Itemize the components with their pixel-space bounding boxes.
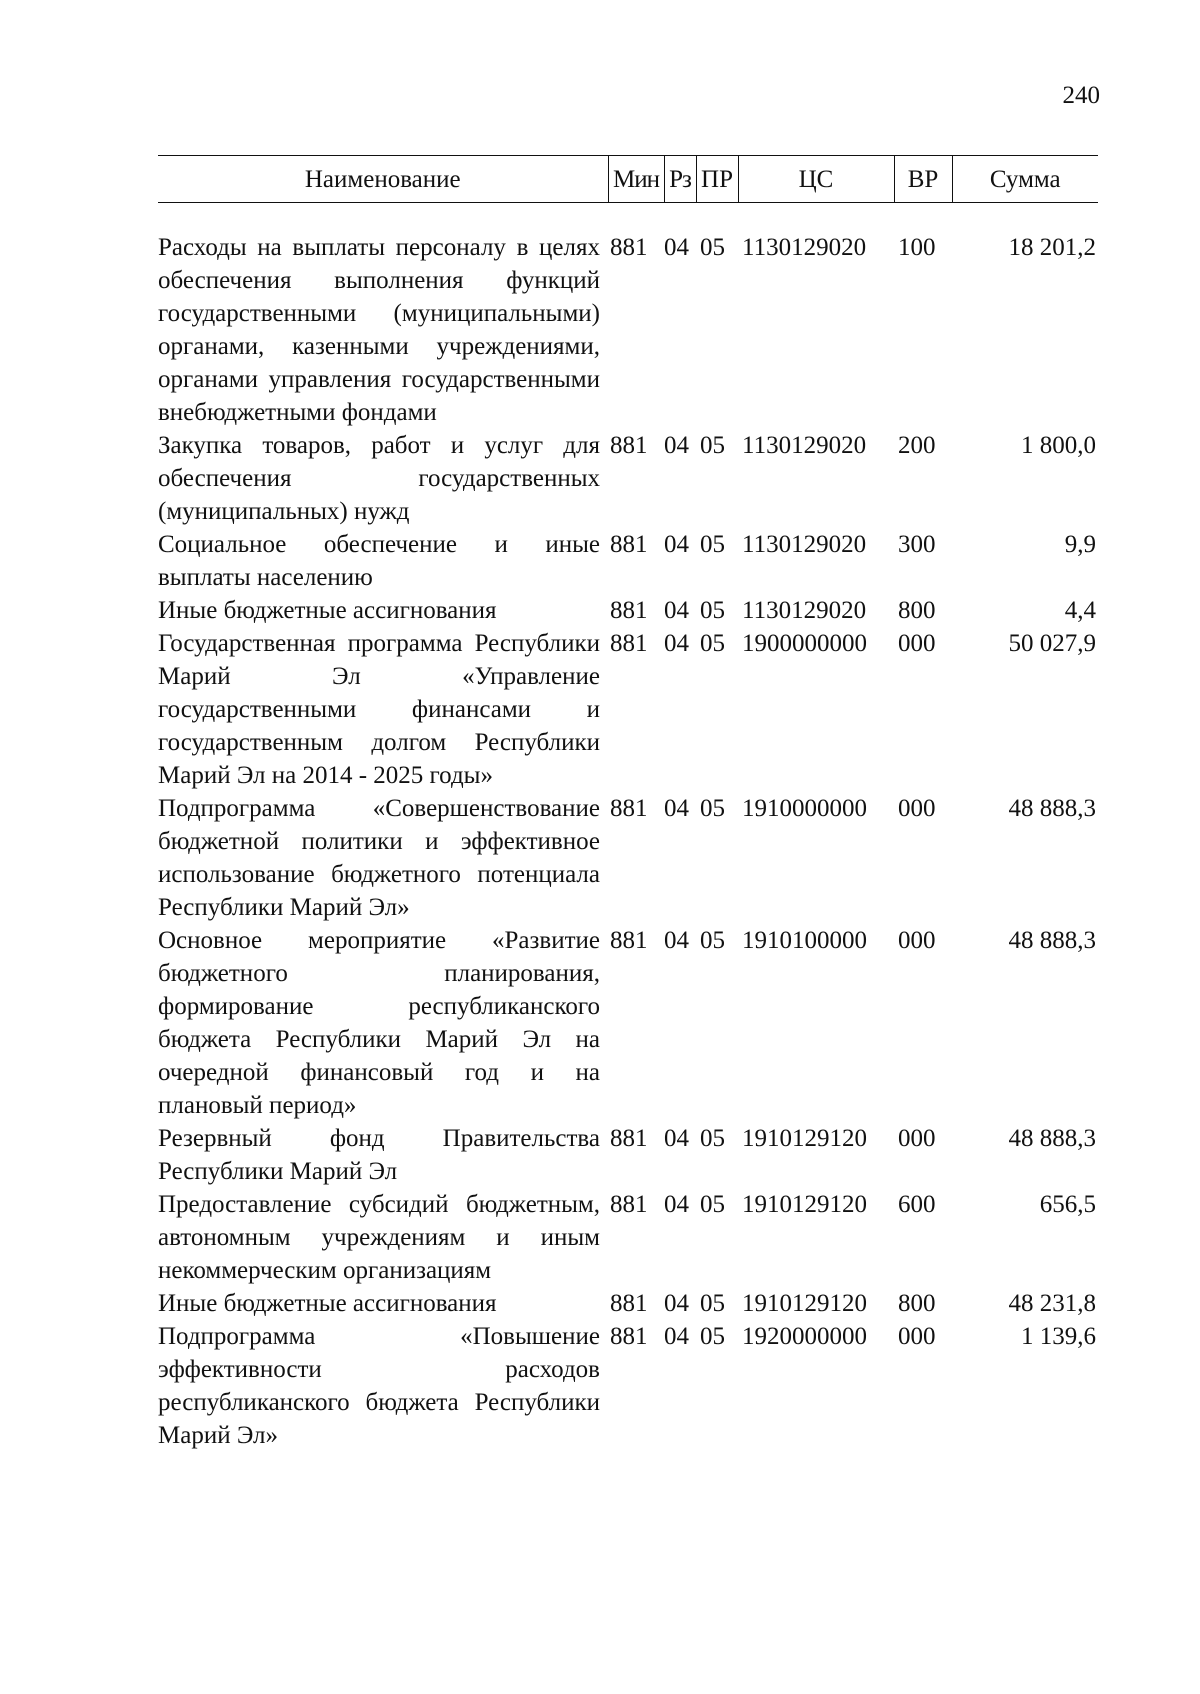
cell-min: 881: [610, 927, 648, 954]
cell-name: Закупка товаров, работ и услуг для обеспечения государственных (муниципальных) нужд: [158, 432, 600, 525]
table-row: [158, 528, 1098, 594]
cell-sum: 48 231,8: [1008, 1290, 1096, 1317]
cell-rz: 04: [664, 1125, 689, 1152]
cell-cs: 1910129120: [742, 1125, 867, 1152]
cell-pr: 05: [700, 432, 725, 459]
cell-sum: 4,4: [1064, 597, 1096, 624]
table-body: [158, 203, 1098, 1453]
cell-min: 881: [610, 234, 648, 261]
table-row: [158, 1320, 1098, 1452]
cell-min: 881: [610, 795, 648, 822]
cell-pr: 05: [700, 1191, 725, 1218]
cell-rz: 04: [664, 597, 689, 624]
cell-pr: 05: [700, 531, 725, 558]
table-row: [158, 1122, 1098, 1188]
table-row: [158, 231, 1098, 429]
cell-name: Подпрограмма «Совершенствование бюджетной политики и эффективное использование бюджетного потенциала Республики Марий Эл»: [158, 795, 600, 921]
cell-name: Расходы на выплаты персоналу в целях обеспечения выполнения функций государственными (муниципальными) органами, казенными учреждениями, органами управления государственными внебюджетными фондами: [158, 234, 600, 426]
header-sum: Сумма: [952, 156, 1098, 203]
cell-min: 881: [610, 597, 648, 624]
cell-rz: 04: [664, 1290, 689, 1317]
cell-cs: 1910100000: [742, 927, 867, 954]
cell-min: 881: [610, 1125, 648, 1152]
cell-pr: 05: [700, 1323, 725, 1350]
cell-vr: 100: [898, 234, 936, 261]
cell-vr: 000: [898, 1323, 936, 1350]
cell-sum: 50 027,9: [1008, 630, 1096, 657]
table-header: [158, 156, 1098, 203]
cell-vr: 000: [898, 1125, 936, 1152]
cell-name: Основное мероприятие «Развитие бюджетного планирования, формирование республиканского бюджета Республики Марий Эл на очередной финансовый год и на плановый период»: [158, 927, 600, 1119]
cell-vr: 000: [898, 630, 936, 657]
header-pr: ПР: [696, 156, 738, 203]
cell-rz: 04: [664, 630, 689, 657]
cell-vr: 600: [898, 1191, 936, 1218]
cell-cs: 1130129020: [742, 432, 867, 459]
cell-cs: 1130129020: [742, 597, 867, 624]
cell-name: Подпрограмма «Повышение эффективности расходов республиканского бюджета Республики Марий Эл»: [158, 1323, 600, 1449]
table-row: [158, 1188, 1098, 1287]
cell-rz: 04: [664, 531, 689, 558]
cell-vr: 300: [898, 531, 936, 558]
cell-rz: 04: [664, 795, 689, 822]
cell-name: Иные бюджетные ассигнования: [158, 597, 497, 624]
header-name: Наименование: [158, 156, 608, 203]
cell-min: 881: [610, 531, 648, 558]
cell-min: 881: [610, 630, 648, 657]
cell-sum: 48 888,3: [1008, 795, 1096, 822]
budget-table-wrapper: [158, 155, 1098, 1452]
cell-pr: 05: [700, 927, 725, 954]
cell-cs: 1910129120: [742, 1290, 867, 1317]
cell-name: Иные бюджетные ассигнования: [158, 1290, 497, 1317]
header-cs: ЦС: [738, 156, 894, 203]
table-row: [158, 792, 1098, 924]
cell-cs: 1130129020: [742, 234, 867, 261]
cell-vr: 000: [898, 927, 936, 954]
cell-sum: 656,5: [1039, 1191, 1096, 1218]
cell-min: 881: [610, 432, 648, 459]
cell-vr: 200: [898, 432, 936, 459]
cell-min: 881: [610, 1191, 648, 1218]
cell-vr: 800: [898, 597, 936, 624]
cell-pr: 05: [700, 1290, 725, 1317]
cell-name: Предоставление субсидий бюджетным, автономным учреждениям и иным некоммерческим организациям: [158, 1191, 600, 1284]
cell-sum: 18 201,2: [1008, 234, 1096, 261]
cell-pr: 05: [700, 795, 725, 822]
cell-cs: 1130129020: [742, 531, 867, 558]
cell-sum: 1 139,6: [1021, 1323, 1096, 1350]
header-min: Мин: [608, 156, 664, 203]
cell-cs: 1900000000: [742, 630, 867, 657]
table-row: [158, 627, 1098, 792]
budget-table: [158, 155, 1098, 1452]
cell-sum: 48 888,3: [1008, 927, 1096, 954]
cell-name: Резервный фонд Правительства Республики Марий Эл: [158, 1125, 600, 1185]
cell-sum: 9,9: [1064, 531, 1096, 558]
cell-pr: 05: [700, 630, 725, 657]
table-row: [158, 429, 1098, 528]
cell-cs: 1910000000: [742, 795, 867, 822]
cell-rz: 04: [664, 927, 689, 954]
cell-sum: 48 888,3: [1008, 1125, 1096, 1152]
cell-rz: 04: [664, 234, 689, 261]
header-rz: Рз: [664, 156, 696, 203]
spacer-cell: [158, 203, 1098, 232]
cell-pr: 05: [700, 1125, 725, 1152]
cell-rz: 04: [664, 432, 689, 459]
cell-vr: 800: [898, 1290, 936, 1317]
header-vr: ВР: [894, 156, 952, 203]
cell-name: Социальное обеспечение и иные выплаты населению: [158, 531, 600, 591]
spacer-row: [158, 203, 1098, 232]
cell-min: 881: [610, 1290, 648, 1317]
cell-pr: 05: [700, 234, 725, 261]
cell-cs: 1920000000: [742, 1323, 867, 1350]
cell-name: Государственная программа Республики Марий Эл «Управление государственными финансами и государственным долгом Республики Марий Эл на 2014 - 2025 годы»: [158, 630, 600, 789]
header-row: [158, 156, 1098, 203]
table-row: [158, 1287, 1098, 1320]
cell-vr: 000: [898, 795, 936, 822]
cell-min: 881: [610, 1323, 648, 1350]
cell-sum: 1 800,0: [1021, 432, 1096, 459]
page-number: 240: [1062, 82, 1100, 109]
cell-rz: 04: [664, 1323, 689, 1350]
cell-cs: 1910129120: [742, 1191, 867, 1218]
table-row: [158, 594, 1098, 627]
cell-rz: 04: [664, 1191, 689, 1218]
table-row: [158, 924, 1098, 1122]
cell-pr: 05: [700, 597, 725, 624]
